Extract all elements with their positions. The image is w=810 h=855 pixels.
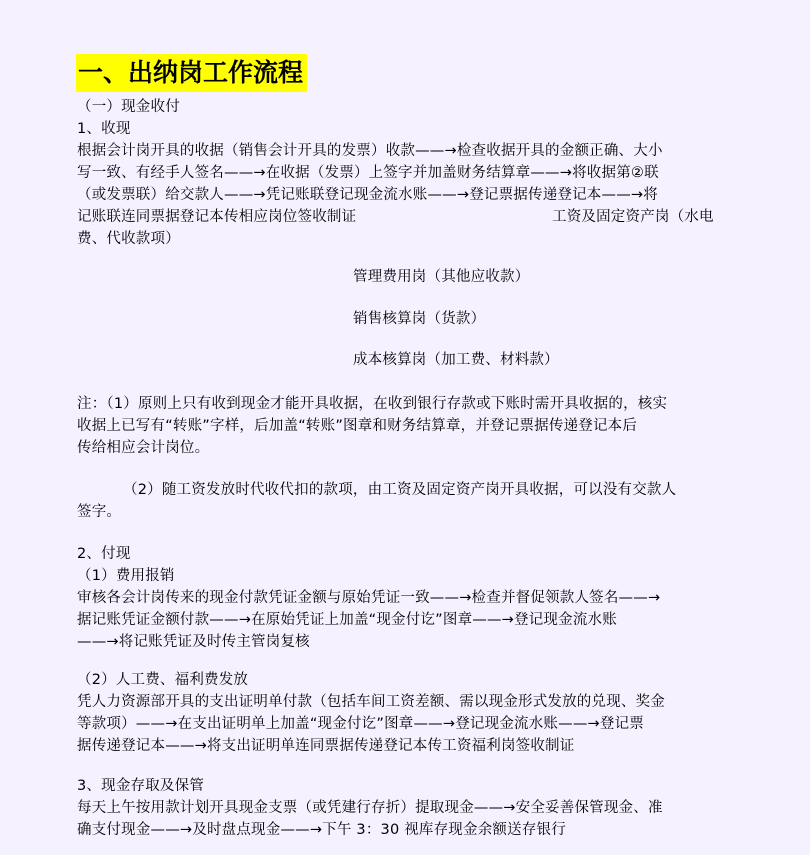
paragraph-line: 据记账凭证金额付款——→在原始凭证上加盖“现金付讫”图章——→登记现金流水账 (77, 612, 617, 628)
subsection-cash-storage: 3、现金存取及保管 (77, 778, 205, 794)
paragraph-line: 费、代收款项） (77, 231, 180, 247)
branch-sales-accounting: 销售核算岗（货款） (353, 311, 486, 327)
branch-cost-accounting: 成本核算岗（加工费、材料款） (353, 352, 559, 368)
paragraph-line: 写一致、有经手人签名——→在收据（发票）上签字并加盖财务结算章——→将收据第②联 (77, 165, 659, 181)
document-title: 一、出纳岗工作流程 (76, 54, 307, 92)
note-line: 签字。 (77, 504, 122, 520)
branch-admin-expense: 管理费用岗（其他应收款） (353, 269, 530, 285)
item-heading-expense: （1）费用报销 (77, 568, 175, 584)
subsection-receive-cash: 1、收现 (77, 121, 131, 137)
item-heading-labor: （2）人工费、福利费发放 (77, 672, 249, 688)
paragraph-line: （或发票联）给交款人——→凭记账联登记现金流水账——→登记票据传递登记本——→将 (77, 187, 658, 203)
note-line: 传给相应会计岗位。 (77, 440, 210, 456)
paragraph-line: 记账联连同票据登记本传相应岗位签收制证 (77, 209, 357, 225)
branch-payroll-assets: 工资及固定资产岗（水电 (552, 209, 714, 225)
paragraph-line: ——→将记账凭证及时传主管岗复核 (77, 634, 310, 650)
note-line: （2）随工资发放时代收代扣的款项，由工资及固定资产岗开具收据，可以没有交款人 (123, 482, 677, 498)
paragraph-line: 根据会计岗开具的收据（销售会计开具的发票）收款——→检查收据开具的金额正确、大小 (77, 143, 663, 159)
paragraph-line: 凭人力资源部开具的支出证明单付款（包括车间工资差额、需以现金形式发放的兑现、奖金 (77, 694, 665, 710)
note-line: 收据上已写有“转账”字样，后加盖“转账”图章和财务结算章，并登记票据传递登记本后 (77, 418, 638, 434)
paragraph-line: 确支付现金——→及时盘点现金——→下午 3：30 视库存现金余额送存银行 (77, 822, 566, 838)
subsection-pay-cash: 2、付现 (77, 546, 131, 562)
paragraph-line: 审核各会计岗传来的现金付款凭证金额与原始凭证一致——→检查并督促领款人签名——→ (77, 590, 661, 606)
paragraph-line: 每天上午按用款计划开具现金支票（或凭建行存折）提取现金——→安全妥善保管现金、准 (77, 800, 663, 816)
paragraph-line: 等款项）——→在支出证明单上加盖“现金付讫”图章——→登记现金流水账——→登记票 (77, 716, 644, 732)
paragraph-line: 据传递登记本——→将支出证明单连同票据传递登记本传工资福利岗签收制证 (77, 738, 575, 754)
section-heading-cash: （一）现金收付 (77, 99, 180, 115)
note-line: 注：（1）原则上只有收到现金才能开具收据，在收到银行存款或下账时需开具收据的，核实 (77, 396, 668, 412)
